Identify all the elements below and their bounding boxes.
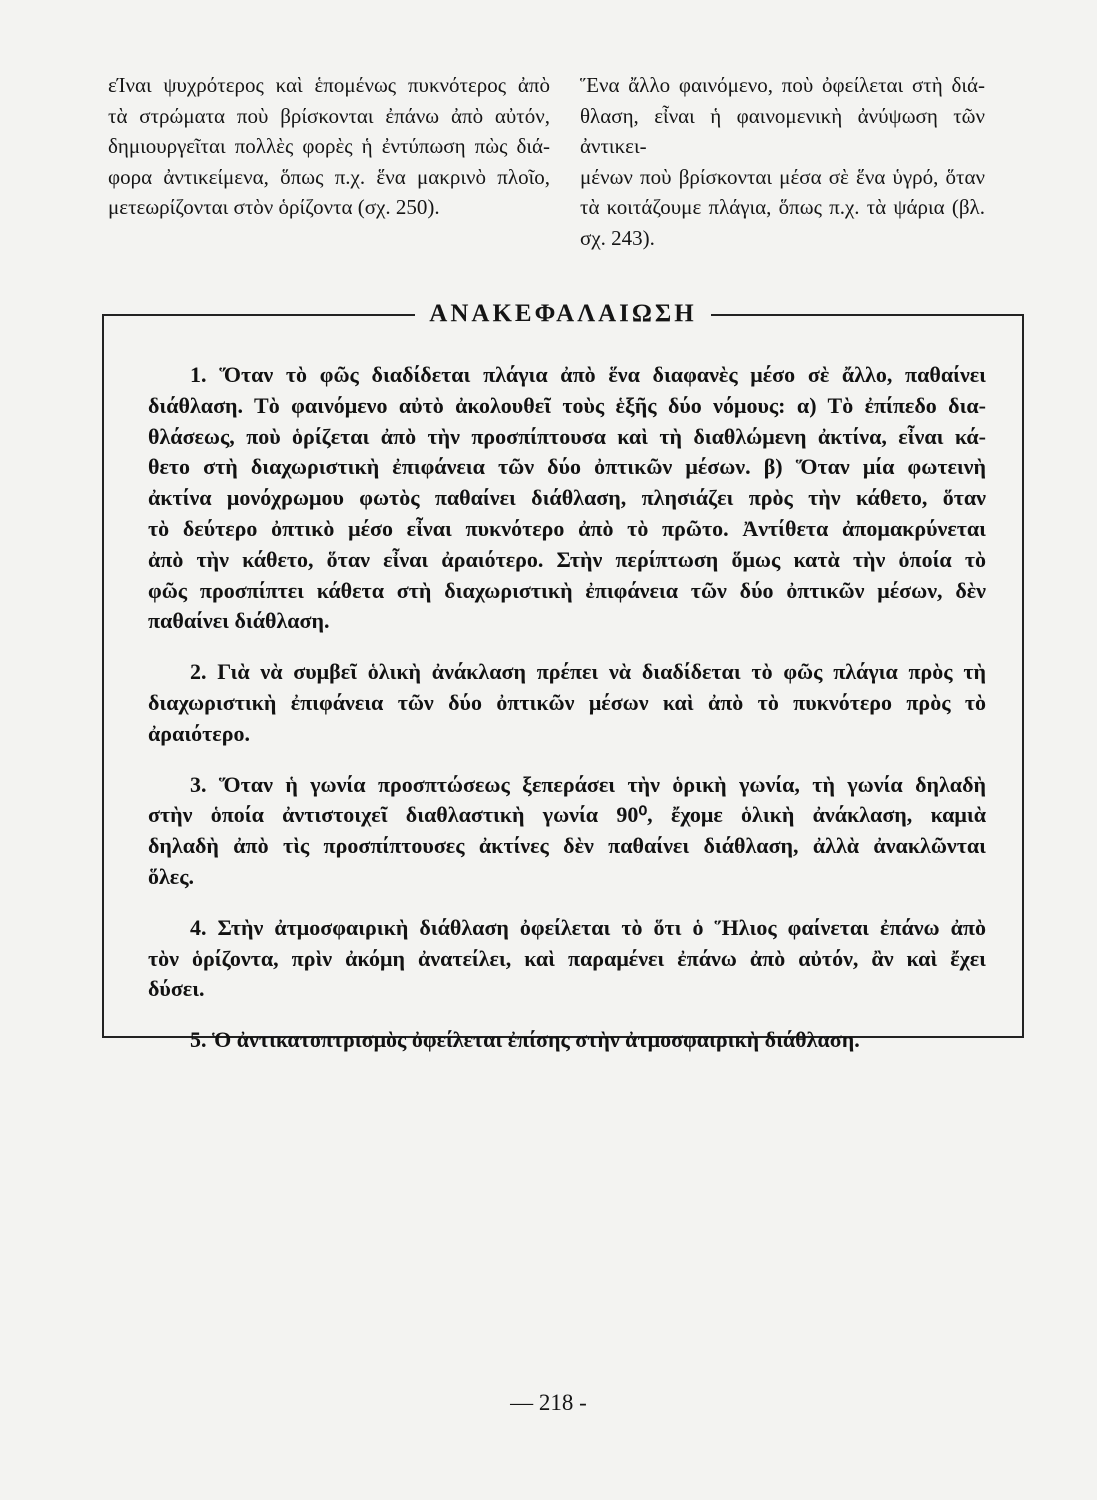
- summary-title: ΑΝΑΚΕΦΑΛΑΙΩΣΗ: [415, 300, 710, 328]
- text-line: διάθλαση. Τὸ φαινόμενο αὐτὸ ἀκολουθεῖ τοὺς ἑξῆς δύο νόμους: α) Τὸ ἐπίπεδο δια-: [148, 392, 986, 418]
- summary-item-2: [148, 657, 986, 749]
- text-line: θετο στὴ διαχωριστικὴ ἐπιφάνεια τῶν δύο ὀπτικῶν μέσων. β) Ὅταν μία φωτεινὴ: [148, 454, 986, 480]
- text-line: φορα ἀντικείμενα, ὅπως π.χ. ἕνα μακρινὸ πλοῖο,: [108, 164, 550, 189]
- text-line: 5. Ὁ ἀντικατοπτρισμὸς ὀφείλεται ἐπίσης στὴν ἀτμοσφαιρικὴ διάθλαση.: [190, 1027, 860, 1053]
- text-line: φῶς προσπίπτει κάθετα στὴ διαχωριστικὴ ἐπιφάνεια τῶν δύο ὀπτικῶν μέσων, δὲν: [148, 577, 986, 603]
- left-text-column: [108, 70, 550, 223]
- text-line: δημιουργεῖται πολλὲς φορὲς ἡ ἐντύπωση πὼς διά-: [108, 134, 550, 158]
- text-line: ἀπὸ τὴν κάθετο, ὅταν εἶναι ἀραιότερο. Στὴν περίπτωση ὅμως κατὰ τὴν ὁποία τὸ: [148, 546, 986, 572]
- text-line: Ἕνα ἄλλο φαινόμενο, ποὺ ὀφείλεται στὴ διά-: [580, 73, 985, 97]
- summary-item-4: [148, 913, 986, 1005]
- text-line: τὸ δεύτερο ὀπτικὸ μέσο εἶναι πυκνότερο ἀπὸ τὸ πρῶτο. Ἀντίθετα ἀπομακρύνεται: [148, 515, 986, 541]
- text-line: δηλαδὴ ἀπὸ τὶς προσπίπτουσες ἀκτίνες δὲν παθαίνει διάθλαση, ἀλλὰ ἀνακλῶνται: [148, 833, 986, 859]
- text-line: τὰ στρώματα ποὺ βρίσκονται ἐπάνω ἀπὸ αὐτόν,: [108, 103, 550, 128]
- text-line: μετεωρίζονται στὸν ὁρίζοντα (σχ. 250).: [108, 195, 440, 219]
- text-line: σχ. 243).: [580, 225, 655, 250]
- text-line: δύσει.: [148, 976, 205, 1002]
- text-line: στὴν ὁποία ἀντιστοιχεῖ διαθλαστικὴ γωνία 90⁰, ἔχομε ὁλικὴ ἀνάκλαση, καμιὰ: [148, 802, 986, 828]
- summary-item-3: [148, 770, 986, 893]
- text-line: διαχωριστικὴ ἐπιφάνεια τῶν δύο ὀπτικῶν μέσων καὶ ἀπὸ τὸ πυκνότερο πρὸς τὸ: [148, 689, 986, 715]
- summary-body: [148, 360, 986, 1076]
- left-paragraph: [108, 70, 550, 223]
- text-line: μένων ποὺ βρίσκονται μέσα σὲ ἕνα ὑγρό, ὅταν: [580, 164, 985, 189]
- text-line: ὅλες.: [148, 863, 194, 889]
- text-line: θλάσεως, ποὺ ὁρίζεται ἀπὸ τὴν προσπίπτουσα καὶ τὴ διαθλώμενη ἀκτίνα, εἶναι κά-: [148, 423, 986, 449]
- text-line: ἀκτίνα μονόχρωμου φωτὸς παθαίνει διάθλαση, πλησιάζει πρὸς τὴν κάθετο, ὅταν: [148, 485, 986, 511]
- text-line: ἀραιότερο.: [148, 720, 250, 746]
- text-line: 4. Στὴν ἀτμοσφαιρικὴ διάθλαση ὀφείλεται τὸ ὅτι ὁ Ἥλιος φαίνεται ἐπάνω ἀπὸ: [190, 914, 986, 940]
- right-paragraph: [580, 70, 985, 253]
- summary-item-5: [148, 1025, 986, 1056]
- text-line: τὰ κοιτάζουμε πλάγια, ὅπως π.χ. τὰ ψάρια (βλ.: [580, 195, 985, 219]
- text-line: 3. Ὅταν ἡ γωνία προσπτώσεως ξεπεράσει τὴν ὁρικὴ γωνία, τὴ γωνία δηλαδὴ: [190, 771, 986, 797]
- summary-title-bar: [102, 296, 1024, 332]
- text-line: θλαση, εἶναι ἡ φαινομενικὴ ἀνύψωση τῶν ἀντικει-: [580, 103, 985, 158]
- right-text-column: [580, 70, 985, 253]
- text-line: 1. Ὅταν τὸ φῶς διαδίδεται πλάγια ἀπὸ ἕνα διαφανὲς μέσο σὲ ἄλλο, παθαίνει: [190, 362, 986, 387]
- page-number: — 218 -: [510, 1390, 587, 1415]
- text-line: εΊναι ψυχρότερος καὶ ἑπομένως πυκνότερος ἀπὸ: [108, 73, 550, 97]
- text-line: παθαίνει διάθλαση.: [148, 608, 330, 634]
- text-line: τὸν ὁρίζοντα, πρὶν ἀκόμη ἀνατείλει, καὶ παραμένει ἐπάνω ἀπὸ αὐτόν, ἂν καὶ ἔχει: [148, 945, 986, 971]
- summary-item-1: [148, 360, 986, 637]
- text-line: 2. Γιὰ νὰ συμβεῖ ὁλικὴ ἀνάκλαση πρέπει νὰ διαδίδεται τὸ φῶς πλάγια πρὸς τὴ: [190, 659, 986, 685]
